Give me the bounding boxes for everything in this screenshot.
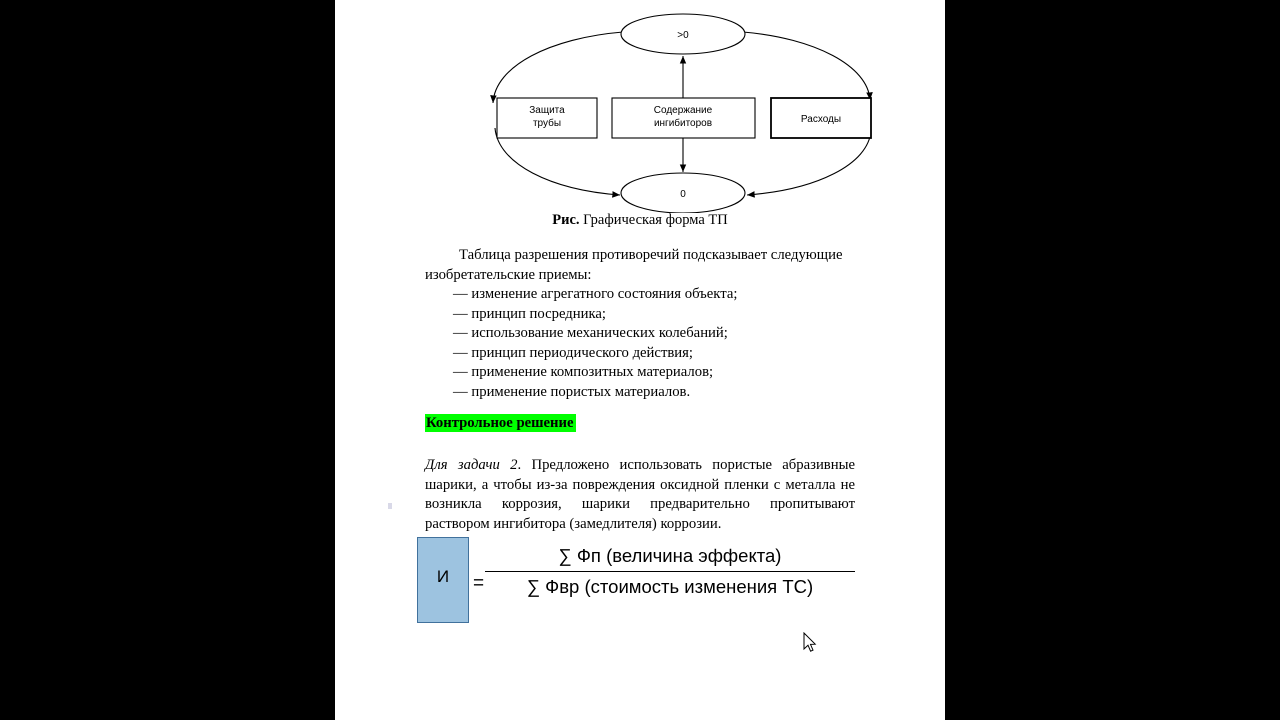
paragraph-intro [425, 246, 855, 285]
svg-text:0: 0 [680, 189, 686, 200]
figure-caption-text: Графическая форма ТП [579, 212, 728, 228]
formula-denominator: ∑ Фвр (стоимость изменения ТС) [526, 576, 814, 597]
scan-artifact [388, 503, 392, 509]
paragraph-solution-text: . Предложено использовать пористые абразивные шарики, а чтобы из-за повреждения оксидной пленки с металла не возникла коррозия, шарики предварительно пропитывают раствором ингибитора (замедлителя) коррозии. [425, 457, 855, 532]
list-item: — применение пористых материалов. [453, 383, 691, 400]
techniques-list [453, 285, 855, 402]
svg-text:Расходы: Расходы [800, 114, 842, 125]
formula-label: И [436, 567, 450, 586]
list-item: — использование механических колебаний; [453, 325, 728, 341]
svg-text:Содержание: Содержание [653, 105, 713, 116]
svg-text:Защита: Защита [529, 105, 565, 116]
formula-fraction [485, 545, 855, 598]
formula-block [417, 537, 877, 623]
svg-text:трубы: трубы [532, 118, 562, 129]
figure-caption [335, 212, 945, 229]
paragraph-intro-line2: изобретательские приемы: [425, 266, 592, 283]
highlighted-heading: Контрольное решение [426, 415, 574, 431]
formula-fraction-bar [485, 571, 855, 572]
svg-text:>0: >0 [677, 30, 689, 41]
mouse-pointer-icon [803, 632, 817, 654]
paragraph-solution-lead: Для задачи 2 [425, 457, 518, 473]
diagram-graphical-form-tp [335, 8, 945, 213]
list-item: — принцип периодического действия; [453, 344, 693, 361]
list-item: — принцип посредника; [453, 305, 606, 322]
formula-label-box [417, 537, 469, 623]
document-page [335, 0, 945, 720]
list-item: — применение композитных материалов; [453, 364, 714, 380]
highlighted-heading-line [425, 414, 576, 432]
figure-caption-label: Рис. [552, 212, 580, 228]
formula-numerator: ∑ Фп (величина эффекта) [558, 545, 782, 566]
formula-equals-sign: = [473, 573, 485, 594]
paragraph-intro-line1: Таблица разрешения противоречий подсказывает следующие [459, 247, 843, 263]
list-item: — изменение агрегатного состояния объекта; [453, 286, 738, 302]
paragraph-solution [425, 456, 855, 534]
svg-text:ингибиторов: ингибиторов [653, 118, 713, 129]
